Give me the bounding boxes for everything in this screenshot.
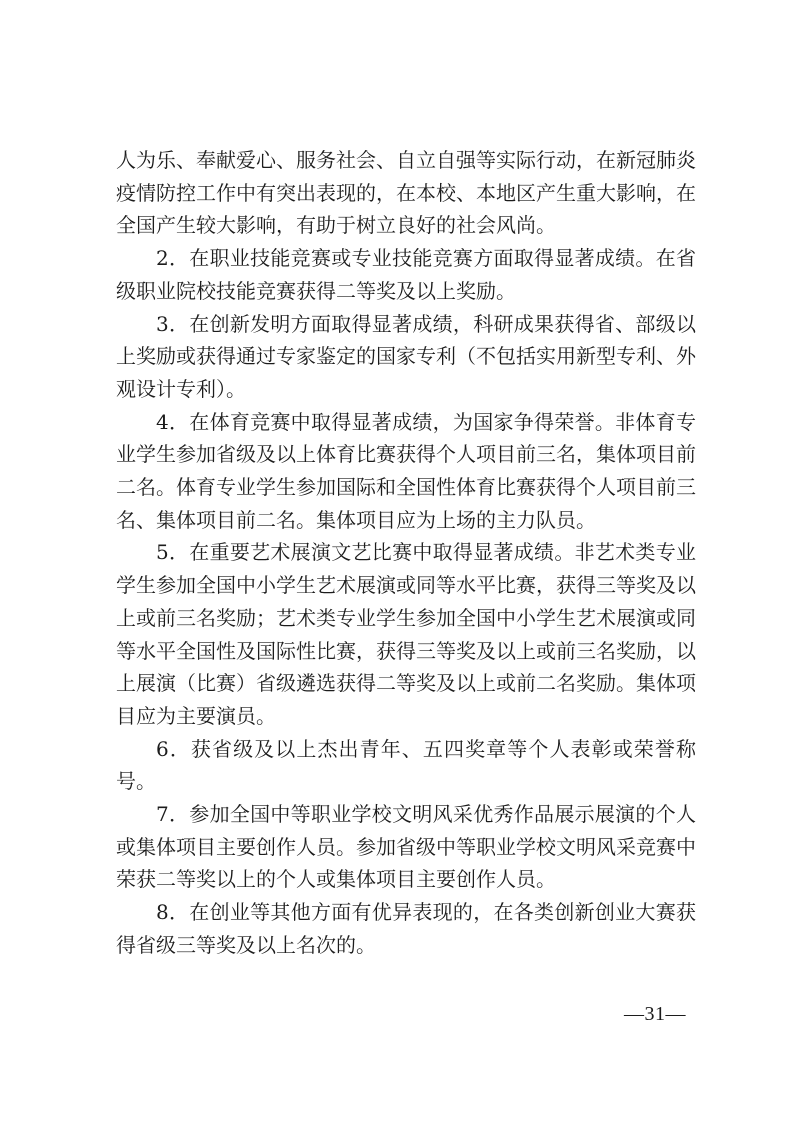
paragraph-item-5: 5．在重要艺术展演文艺比赛中取得显著成绩。非艺术类专业学生参加全国中小学生艺术展演或同等水平比赛，获得三等奖及以上或前三名奖励；艺术类专业学生参加全国中小学生艺术展演或同等水平全国性及国际性比赛，获得三等奖及以上或前三名奖励，以上展演（比赛）省级遴选获得二等奖及以上或前二名奖励。集体项目应为主要演员。 — [116, 540, 696, 728]
page-number: —31— — [624, 1003, 686, 1025]
paragraph-item-3: 3．在创新发明方面取得显著成绩，科研成果获得省、部级以上奖励或获得通过专家鉴定的国家专利（不包括实用新型专利、外观设计专利）。 — [116, 311, 696, 401]
body-text — [116, 144, 696, 962]
paragraph-item-8: 8．在创业等其他方面有优异表现的，在各类创新创业大赛获得省级三等奖及以上名次的。 — [116, 900, 696, 957]
paragraph-item-4: 4．在体育竞赛中取得显著成绩，为国家争得荣誉。非体育专业学生参加省级及以上体育比赛获得个人项目前三名，集体项目前二名。体育专业学生参加国际和全国性体育比赛获得个人项目前三名、集体项目前二名。集体项目应为上场的主力队员。 — [116, 409, 696, 532]
paragraph-continuation: 人为乐、奉献爱心、服务社会、自立自强等实际行动，在新冠肺炎疫情防控工作中有突出表现的，在本校、本地区产生重大影响，在全国产生较大影响，有助于树立良好的社会风尚。 — [116, 148, 696, 238]
paragraph-item-6: 6．获省级及以上杰出青年、五四奖章等个人表彰或荣誉称号。 — [116, 736, 696, 794]
paragraph-item-2: 2．在职业技能竞赛或专业技能竞赛方面取得显著成绩。在省级职业院校技能竞赛获得二等奖及以上奖励。 — [116, 246, 696, 303]
paragraph-item-7: 7．参加全国中等职业学校文明风采优秀作品展示展演的个人或集体项目主要创作人员。参加省级中等职业学校文明风采竞赛中荣获二等奖以上的个人或集体项目主要创作人员。 — [116, 802, 696, 892]
